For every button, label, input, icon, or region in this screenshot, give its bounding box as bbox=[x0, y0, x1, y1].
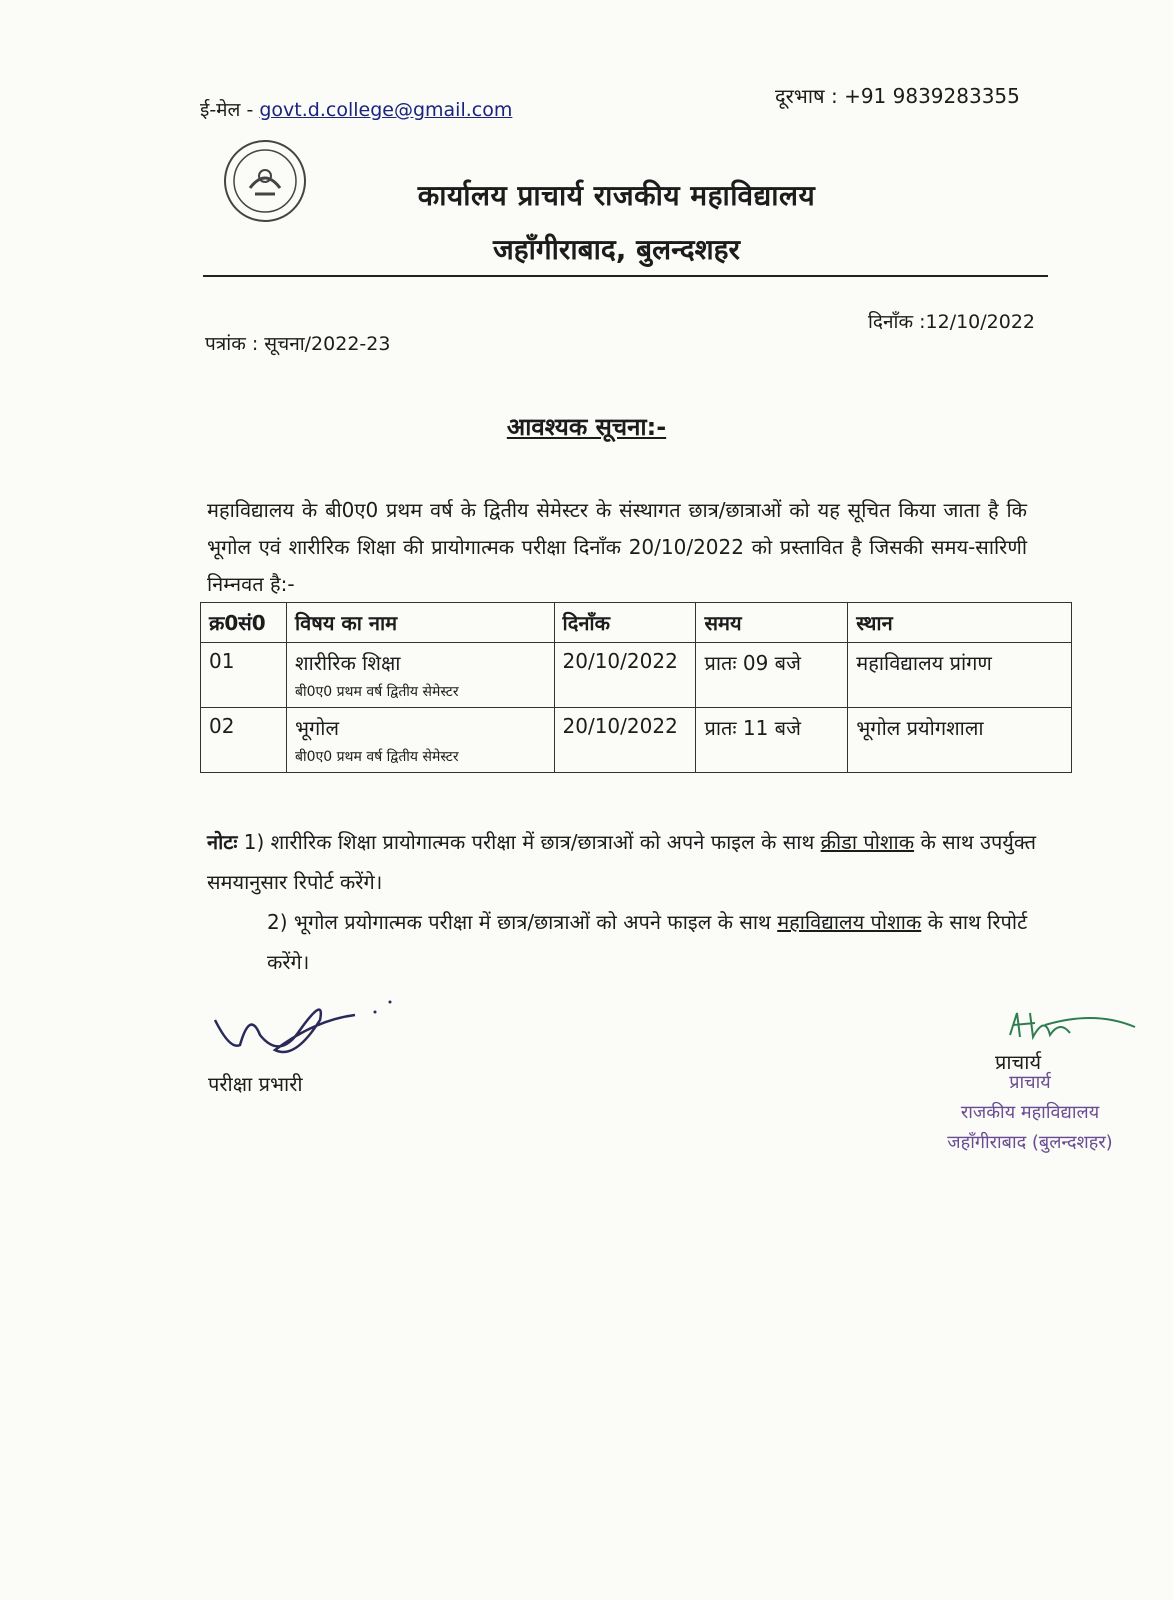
subject-name: भूगोल bbox=[294, 716, 340, 740]
row-date: 20/10/2022 bbox=[554, 708, 696, 773]
date-value: 12/10/2022 bbox=[925, 311, 1036, 333]
phone-row bbox=[775, 82, 1020, 109]
reference-number bbox=[205, 330, 390, 356]
invigilator-label: परीक्षा प्रभारी bbox=[208, 1072, 303, 1096]
row-date: 20/10/2022 bbox=[554, 643, 696, 708]
college-stamp bbox=[915, 1068, 1145, 1158]
header-divider bbox=[203, 275, 1048, 277]
stamp-line-1: प्राचार्य bbox=[1009, 1072, 1051, 1093]
col-header-sno: क्र0सं0 bbox=[201, 603, 287, 643]
row-time: प्रातः 11 बजे bbox=[696, 708, 848, 773]
phone-label: दूरभाष : bbox=[775, 84, 838, 108]
subject-sub: बी0ए0 प्रथम वर्ष द्वितीय सेमेस्टर bbox=[294, 684, 459, 700]
row-sno: 02 bbox=[201, 708, 287, 773]
email-link[interactable]: govt.d.college@gmail.com bbox=[259, 99, 513, 121]
row-sno: 01 bbox=[201, 643, 287, 708]
table-row bbox=[201, 708, 1072, 773]
stamp-line-2: राजकीय महाविद्यालय bbox=[960, 1102, 1100, 1123]
email-label: ई-मेल - bbox=[200, 99, 254, 121]
note-2 bbox=[207, 902, 1057, 982]
col-header-time: समय bbox=[696, 603, 848, 643]
note-1 bbox=[207, 822, 1057, 902]
subject-sub: बी0ए0 प्रथम वर्ष द्वितीय सेमेस्टर bbox=[294, 749, 459, 765]
date-label: दिनाँक : bbox=[868, 311, 926, 333]
note-2-suffix: के साथ रिपोर्ट करेंगे। bbox=[267, 910, 1028, 974]
col-header-place: स्थान bbox=[848, 603, 1072, 643]
row-subject bbox=[286, 643, 554, 708]
note-2-prefix: 2) भूगोल प्रयोगात्मक परीक्षा में छात्र/छात्राओं को अपने फाइल के साथ bbox=[267, 910, 771, 934]
notice-heading: आवश्यक सूचना:- bbox=[506, 413, 667, 441]
note-1-suffix: के साथ उपर्युक्त समयानुसार रिपोर्ट करेंगे। bbox=[207, 830, 1037, 894]
schedule-table bbox=[200, 602, 1072, 773]
table-header-row bbox=[201, 603, 1072, 643]
email-row bbox=[200, 96, 512, 122]
note-1-underlined: क्रीडा पोशाक bbox=[820, 830, 915, 854]
row-place: भूगोल प्रयोगशाला bbox=[848, 708, 1072, 773]
principal-signature bbox=[1005, 1005, 1140, 1050]
office-title: कार्यालय प्राचार्य राजकीय महाविद्यालय bbox=[417, 179, 816, 212]
invigilator-signature bbox=[205, 990, 405, 1065]
principal-label: प्राचार्य bbox=[995, 1050, 1042, 1074]
phone-number: +91 9839283355 bbox=[844, 84, 1020, 108]
note-2-underlined: महाविद्यालय पोशाक bbox=[777, 910, 922, 934]
col-header-subject: विषय का नाम bbox=[286, 603, 554, 643]
row-place: महाविद्यालय प्रांगण bbox=[848, 643, 1072, 708]
notes-label: नोटः bbox=[207, 830, 238, 854]
col-header-date: दिनाँक bbox=[554, 603, 696, 643]
stamp-line-3: जहाँगीराबाद (बुलन्दशहर) bbox=[947, 1132, 1113, 1153]
ref-value: सूचना/2022-23 bbox=[264, 333, 391, 355]
office-location: जहाँगीराबाद, बुलन्दशहर bbox=[493, 233, 740, 266]
notice-paragraph: महाविद्यालय के बी0ए0 प्रथम वर्ष के द्वितीय सेमेस्टर के संस्थागत छात्र/छात्राओं को यह सूचित किया जाता है कि भूगोल एवं शारीरिक शिक्षा की प्रायोगात्मक परीक्षा दिनाँक 20/10/2022 को प्रस्तावित है जिसकी समय-सारिणी निम्नवत है:- bbox=[207, 498, 1027, 596]
notes-section bbox=[207, 822, 1057, 982]
table-row bbox=[201, 643, 1072, 708]
note-1-prefix: 1) शारीरिक शिक्षा प्रायोगात्मक परीक्षा में छात्र/छात्राओं को अपने फाइल के साथ bbox=[243, 830, 815, 854]
row-time: प्रातः 09 बजे bbox=[696, 643, 848, 708]
ref-label: पत्रांक : bbox=[205, 333, 259, 355]
subject-name: शारीरिक शिक्षा bbox=[294, 651, 401, 675]
notice-date bbox=[868, 308, 1035, 334]
row-subject bbox=[286, 708, 554, 773]
